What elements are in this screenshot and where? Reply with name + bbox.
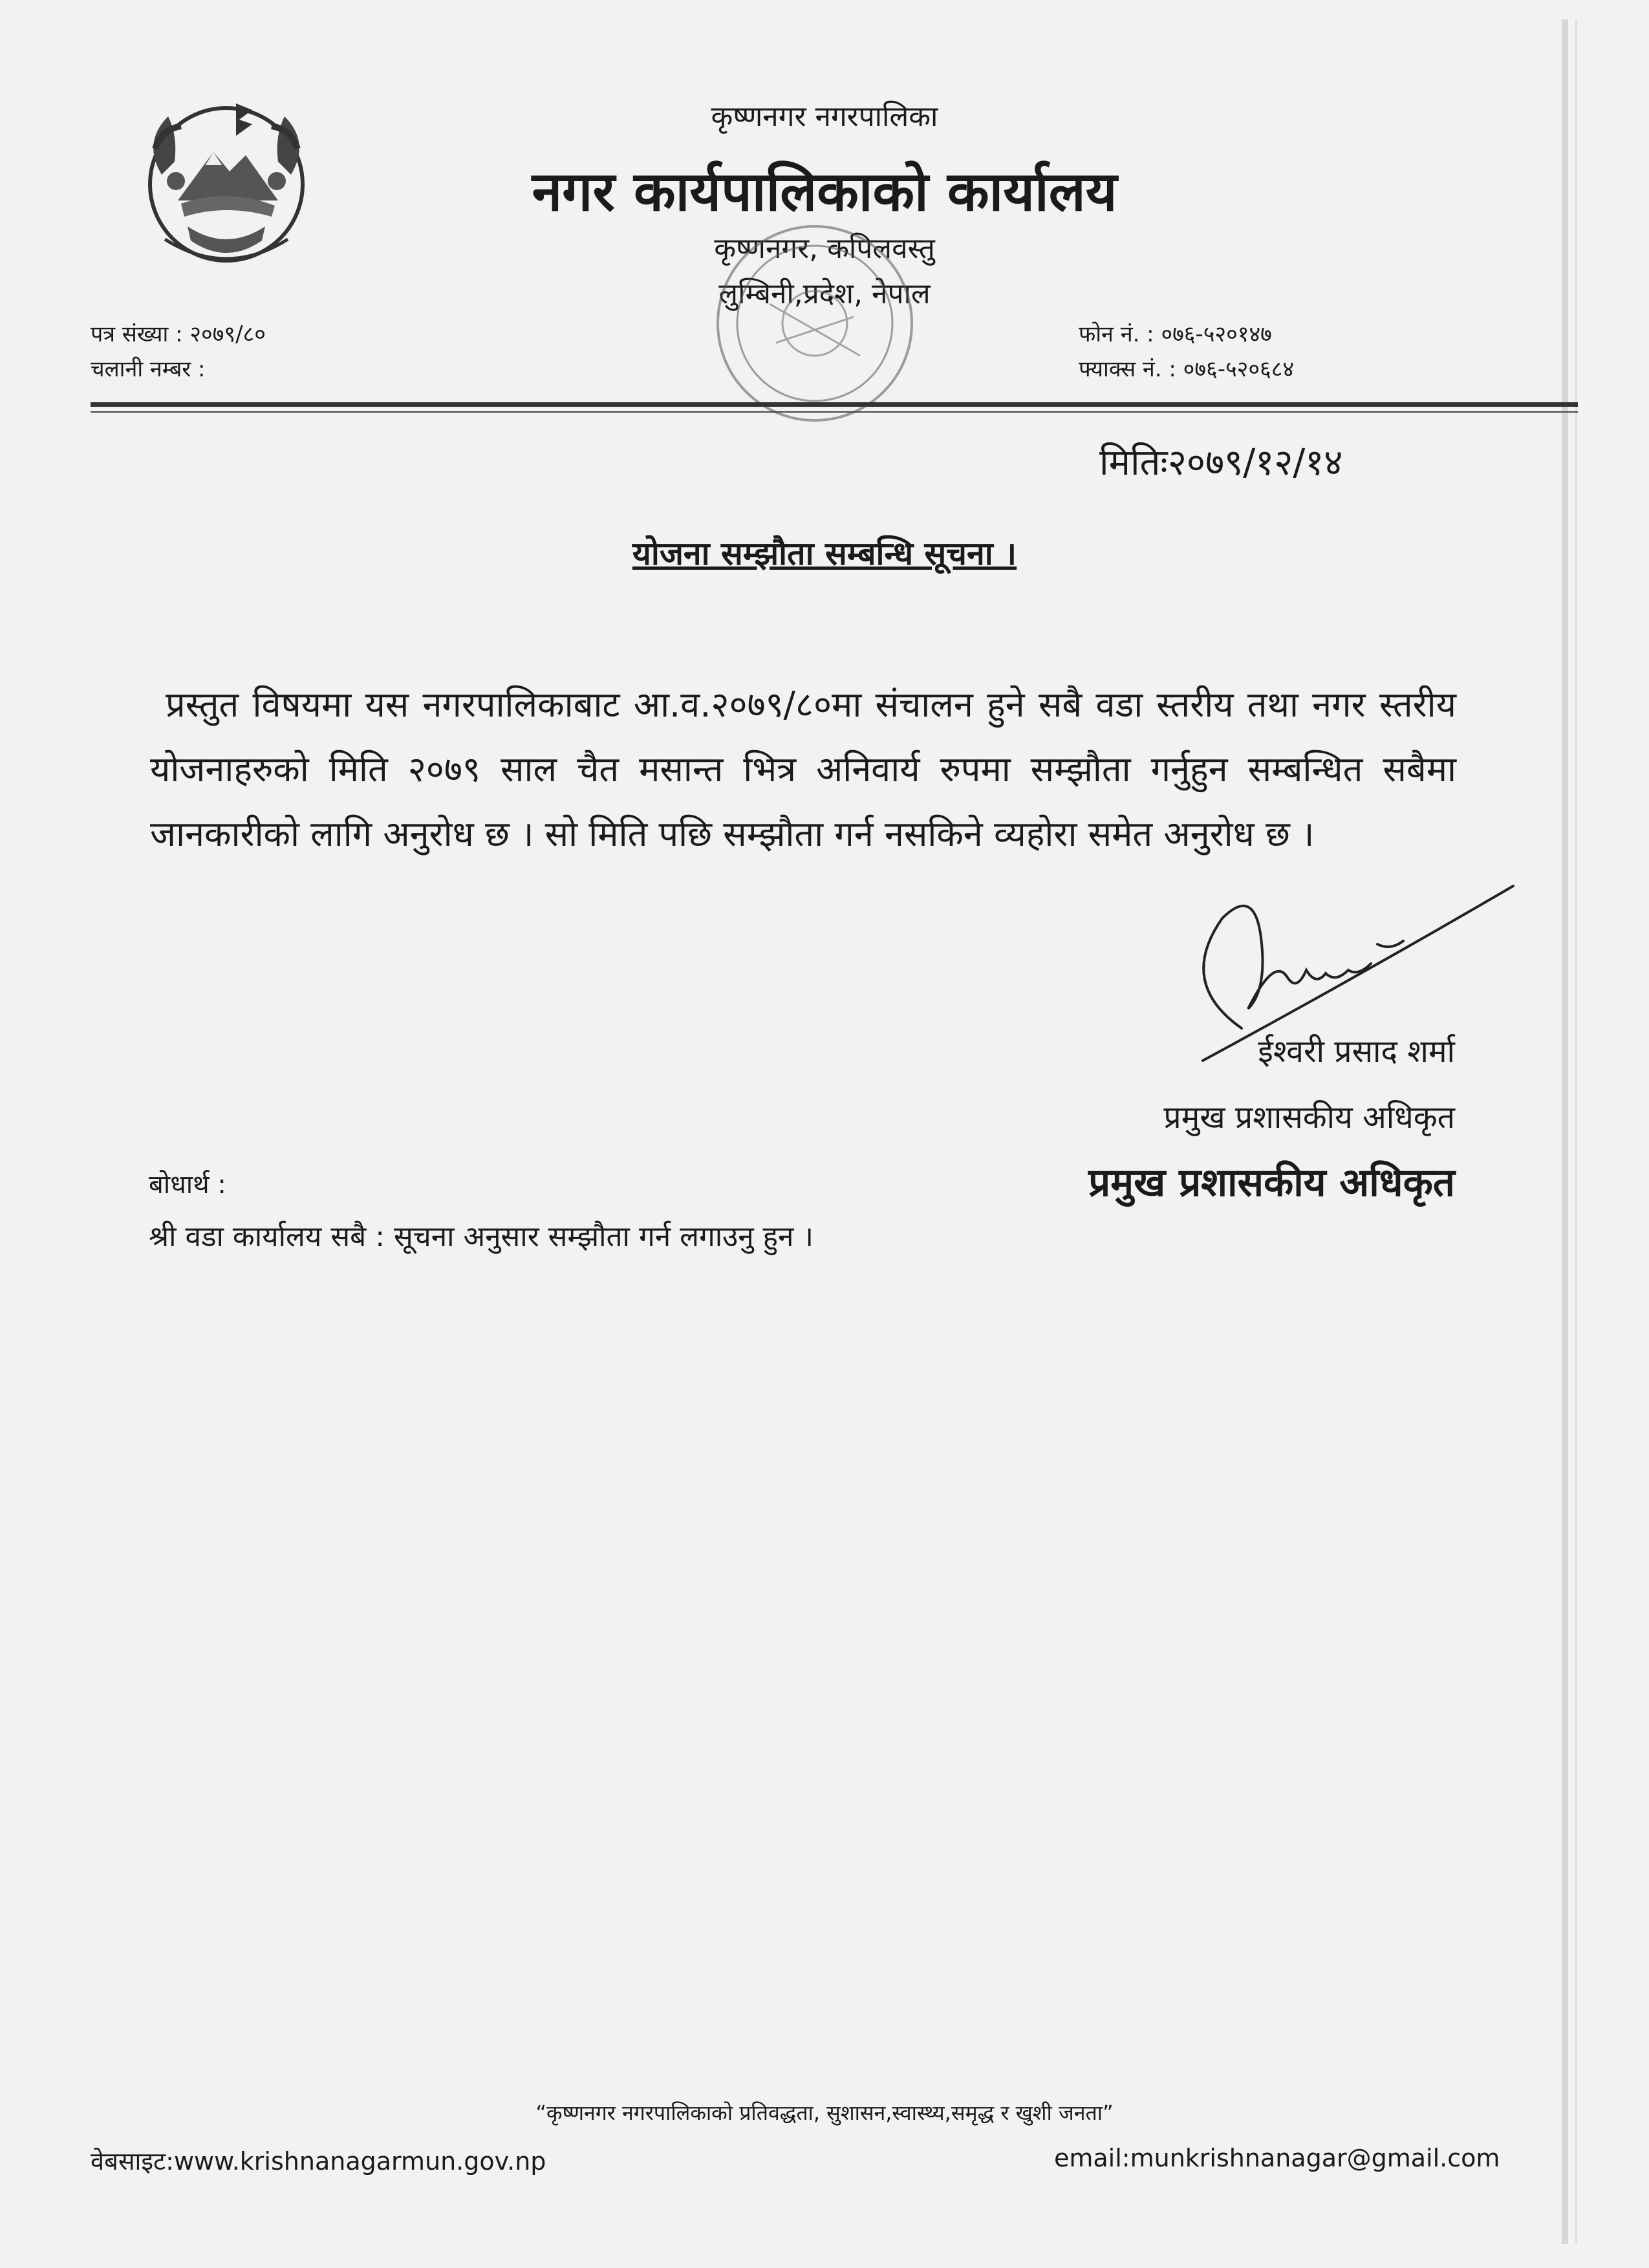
letter-reference: [91, 317, 266, 387]
cc-recipient: श्री वडा कार्यालय सबै : सूचना अनुसार सम्झौता गर्न लगाउनु हुन ।: [149, 1220, 814, 1253]
municipality-name: कृष्णनगर नगरपालिका: [711, 100, 938, 133]
signatory-title: प्रमुख प्रशासकीय अधिकृत: [1163, 1099, 1455, 1136]
fax-number: फ्याक्स नं. : ०७६-५२०६८४: [1079, 356, 1295, 382]
dispatch-number: चलानी नम्बर :: [91, 356, 206, 382]
letter-number: पत्र संख्या : २०७९/८०: [91, 321, 266, 347]
address-line2: लुम्बिनी,प्रदेश, नेपाल: [718, 277, 931, 310]
footer-tagline: “कृष्णनगर नगरपालिकाको प्रतिवद्धता, सुशासन,स्वास्थ्य,समृद्ध र खुशी जनता”: [535, 2101, 1114, 2125]
page-fold-line: [1575, 19, 1577, 2244]
phone-number: फोन नं. : ०७६-५२०१४७: [1079, 321, 1272, 347]
address-line1: कृष्णनगर, कपिलवस्तु: [714, 232, 935, 265]
contact-info: [1079, 317, 1294, 387]
footer-website: वेबसाइट:www.krishnanagarmun.gov.np: [91, 2147, 546, 2176]
letter-date: मितिः२०७९/१२/१४: [1099, 442, 1343, 484]
cc-label: बोधार्थ :: [149, 1170, 226, 1200]
footer-email: email:munkrishnanagar@gmail.com: [1054, 2144, 1500, 2172]
office-name: नगर कार्यपालिकाको कार्यालय: [532, 160, 1117, 223]
signatory-name: ईश्वरी प्रसाद शर्मा: [1258, 1033, 1455, 1070]
header-divider: [91, 402, 1578, 407]
notice-subject: योजना सम्झौता सम्बन्धि सूचना ।: [632, 535, 1017, 572]
page-fold-shadow: [1562, 19, 1568, 2244]
header-divider-thin: [91, 411, 1578, 413]
notice-body: प्रस्तुत विषयमा यस नगरपालिकाबाट आ.व.२०७९/८०मा संचालन हुने सबै वडा स्तरीय तथा नगर स्तरीय योजनाहरुको मिति २०७९ साल चैत मसान्त भित्र अनिवार्य रुपमा सम्झौता गर्नुहुन सम्बन्धित सबैमा जानकारीको लागि अनुरोध छ । सो मिति पछि सम्झौता गर्न नसकिने व्यहोरा समेत अनुरोध छ ।: [150, 684, 1456, 854]
signatory-title-stamp: प्रमुख प्रशासकीय अधिकृत: [1088, 1160, 1455, 1205]
